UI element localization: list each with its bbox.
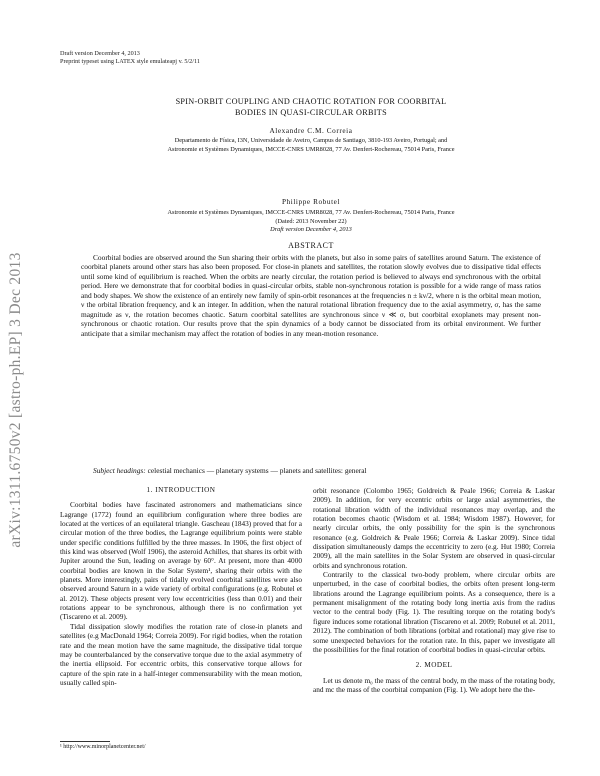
intro-paragraph-1: Coorbital bodies have fascinated astronomers and mathematicians since Lagrange (1772) found an equilibrium configuration where three bodies are located at the vertices of an equilateral triangle. Gascheau (1843) proved that for a circular motion of the three bodies, the Lagrange equilibrium points were stable under specific conditions fulfilled by the three masses. In 1906, the first object of this kind was observed (Wolf 1906), the asteroid Achilles, that shares its orbit with Jupiter around the Sun, leading on average by 60°. At present, more than 4000 coorbital bodies are known in the Solar System¹, sharing their orbits with the planets. More interestingly, pairs of tidally evolved coorbital satellites were also observed around Saturn in a wide variety of orbital configurations (e.g. Robutel et al. 2012). These objects present very low eccentricities (less than 0.01) and their rotations appear to be synchronous, although there is no confirmation yet (Tiscareno et al. 2009).	[60, 500, 302, 622]
abstract-heading: ABSTRACT	[288, 241, 334, 250]
right-column	[313, 486, 555, 694]
intro-paragraph-2: Tidal dissipation slowly modifies the rotation rate of close-in planets and satellites (e.g MacDonald 1964; Correia 2009). For rigid bodies, when the rotation rate and the mean motion have the same magnitude, the dissipative tidal torque may be counterbalanced by the conservative torque due to the axial asymmetry of the inertia ellipsoid. For eccentric orbits, this conservative torque allows for capture of the spin rate in a half-integer commensurability with the mean motion, usually called spin-	[60, 621, 302, 687]
intro-paragraph-4: Contrarily to the classical two-body problem, where circular orbits are unperturbed, in the case of coorbital bodies, the orbits often present long-term librations around the Lagrange equilibrium points. As a consequence, there is a permanent misalignment of the rotating body long inertia axis from the radius vector to the central body (Fig. 1). The resulting torque on the rotating body's figure induces some rotational libration (Tiscareno et al. 2009; Robutel et al. 2011, 2012). The combination of both librations (orbital and rotational) may give rise to some unexpected behaviors for the rotation rate. In this, paper we investigate all the possibilities for the final rotation of coorbital bodies in quasi-circular orbits.	[313, 570, 555, 654]
author-1-name: Alexandre C.M. Correia	[269, 127, 353, 135]
subject-headings	[93, 466, 367, 475]
model-paragraph-1: Let us denote m₀ the mass of the central body, m the mass of the rotating body, and mc the mass of the coorbital companion (Fig. 1). We adopt here the the-	[313, 675, 555, 694]
subject-headings-label: Subject headings:	[93, 466, 146, 475]
author-1-affil-line-2: Astronomie et Systèmes Dynamiques, IMCCE-CNRS UMR8028, 77 Av. Denfert-Rochereau, 75014 Paris, France	[167, 145, 455, 153]
author-1-affil-line-1: Departamento de Física, I3N, Universidade de Aveiro, Campus de Santiago, 3810-193 Aveiro, Portugal; and	[174, 137, 448, 144]
dated-line: (Dated: 2013 November 22)	[275, 217, 347, 225]
subject-headings-text: celestial mechanics — planetary systems — planets and satellites: general	[145, 466, 367, 475]
author-2-affil-line-1: Astronomie et Systèmes Dynamiques, IMCCE-CNRS UMR8028, 77 Av. Denfert-Rochereau, 75014 Paris, France	[167, 209, 455, 216]
preprint-header: Preprint typeset using LATEX style emulateapj v. 5/2/11	[60, 58, 200, 65]
arxiv-sidebar	[2, 150, 30, 650]
footnote: ¹ http://www.minorplanetcenter.net/	[60, 744, 146, 750]
draft-version-line: Draft version December 4, 2013	[270, 226, 352, 234]
left-column	[60, 486, 302, 687]
abstract-text: Coorbital bodies are observed around the Sun sharing their orbits with the planets, but also in some pairs of satellites around Saturn. The existence of coorbital planets around other stars has also been proposed. For close-in planets and satellites, the rotation slowly evolves due to dissipative tidal effects until some kind of equilibrium is reached. When the orbits are nearly circular, the rotation period is believed to always end synchronous with the orbital period. Here we demonstrate that for coorbital bodies in quasi-circular orbits, stable non-synchronous rotation is possible for a wide range of mass ratios and body shapes. We show the existence of an entirely new family of spin-orbit resonances at the frequencies n ± kν/2, where n is the orbital mean motion, ν the orbital libration frequency, and k an integer. In addition, when the natural rotational libration frequency due to the axial asymmetry, σ, has the same magnitude as ν, the rotation becomes chaotic. Saturn coorbital satellites are synchronous since ν ≪ σ, but coorbital exoplanets may present non-synchronous or chaotic rotation. Our results prove that the spin dynamics of a body cannot be dissociated from its orbital environment. We further anticipate that a similar mechanism may affect the rotation of bodies in any mean-motion resonance.	[81, 253, 541, 338]
author-1-affiliation	[60, 137, 562, 154]
intro-paragraph-3: orbit resonance (Colombo 1965; Goldreich & Peale 1966; Correia & Laskar 2009). In addition, for very eccentric orbits or large axial asymmetries, the rotational libration width of the individual resonances may overlap, and the rotation becomes chaotic (Wisdom et al. 1984; Wisdom 1987). However, for nearly circular orbits, the only possibility for the spin is the synchronous resonance (e.g. Goldreich & Peale 1966; Correia & Laskar 2009). Since tidal dissipation simultaneously damps the eccentricity to zero (e.g. Hut 1980; Correia 2009), all the main satellites in the Solar System are observed in quasi-circular orbits and synchronous rotation.	[313, 486, 555, 570]
paper-title	[60, 96, 562, 118]
draft-header: Draft version December 4, 2013	[60, 50, 140, 57]
title-line-2: BODIES IN QUASI-CIRCULAR ORBITS	[235, 108, 387, 117]
introduction-heading: 1. INTRODUCTION	[146, 486, 216, 494]
author-2-name: Philippe Robutel	[281, 198, 341, 206]
author-2-affiliation	[60, 209, 562, 235]
title-line-1: SPIN-ORBIT COUPLING AND CHAOTIC ROTATION FOR COORBITAL	[175, 97, 447, 106]
arxiv-identifier: arXiv:1311.6750v2 [astro-ph.EP] 3 Dec 2013	[7, 252, 24, 548]
footnote-rule	[60, 741, 110, 742]
model-heading: 2. MODEL	[415, 661, 453, 670]
